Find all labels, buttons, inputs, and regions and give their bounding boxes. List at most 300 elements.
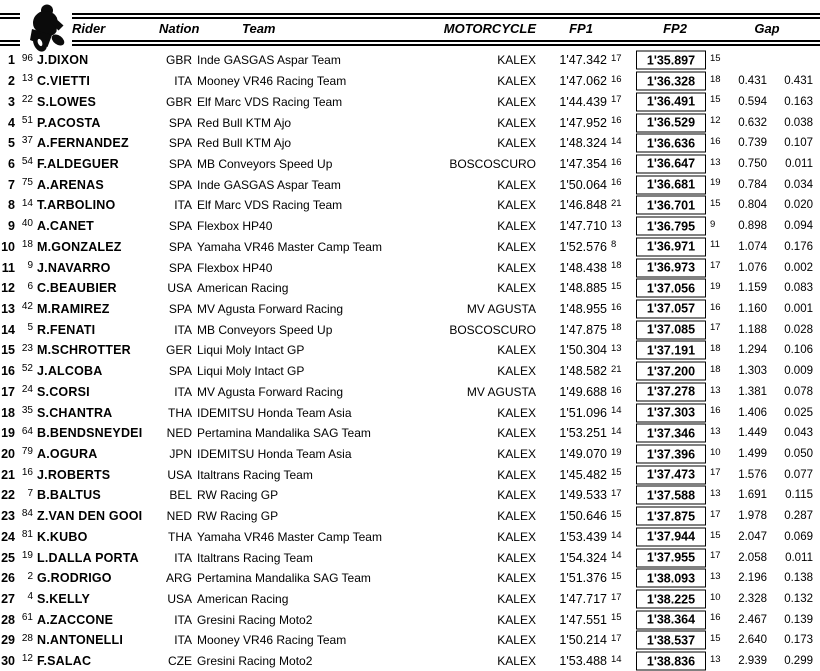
gap-to-first: 2.939 <box>738 655 767 668</box>
rider-name: Z.VAN DEN GOOI <box>37 509 143 524</box>
gap-to-first: 1.160 <box>738 302 767 315</box>
position: 1 <box>8 53 15 68</box>
rider-number: 18 <box>21 239 33 251</box>
rider-number: 54 <box>21 156 33 168</box>
table-row <box>0 319 820 340</box>
team: Yamaha VR46 Master Camp Team <box>197 529 382 544</box>
table-row <box>0 112 820 133</box>
gap-to-first: 1.576 <box>738 468 767 481</box>
rider-name: A.FERNANDEZ <box>37 136 129 151</box>
team: Italtrans Racing Team <box>197 550 313 565</box>
gap-to-previous: 0.001 <box>784 302 813 315</box>
rider-name: M.RAMIREZ <box>37 301 110 316</box>
gap-to-previous: 0.287 <box>784 510 813 523</box>
fp1-laps: 14 <box>611 425 622 437</box>
gap-to-first: 0.750 <box>738 157 767 170</box>
table-row <box>0 589 820 610</box>
gap-to-first: 0.804 <box>738 199 767 212</box>
results-rows <box>0 50 820 671</box>
gap-to-previous: 0.009 <box>784 365 813 378</box>
gap-to-previous: 0.094 <box>784 220 813 233</box>
column-header-rider: Rider <box>72 21 106 36</box>
fp1-time: 1'48.324 <box>559 136 607 151</box>
team: IDEMITSU Honda Team Asia <box>197 447 352 462</box>
nation: GER <box>165 343 192 358</box>
position: 25 <box>1 550 15 565</box>
fp1-laps: 21 <box>611 363 622 375</box>
table-row <box>0 630 820 651</box>
motorcycle: KALEX <box>497 239 536 254</box>
fp2-laps: 13 <box>710 488 721 500</box>
table-row <box>0 50 820 71</box>
gap-to-first: 1.978 <box>738 510 767 523</box>
team: Flexbox HP40 <box>197 260 273 275</box>
position: 23 <box>1 509 15 524</box>
column-header-motorcycle: MOTORCYCLE <box>443 21 536 36</box>
rider-name: B.BENDSNEYDEI <box>37 426 143 441</box>
rider-name: J.DIXON <box>37 53 89 68</box>
team: Elf Marc VDS Racing Team <box>197 94 343 109</box>
table-row <box>0 133 820 154</box>
rider-name: S.CORSI <box>37 384 90 399</box>
team: MV Agusta Forward Racing <box>197 384 344 399</box>
fp1-laps: 16 <box>611 73 622 85</box>
nation: SPA <box>168 364 192 379</box>
team: IDEMITSU Honda Team Asia <box>197 405 352 420</box>
motorcycle: KALEX <box>497 260 536 275</box>
table-row <box>0 382 820 403</box>
gap-to-first: 2.196 <box>738 572 767 585</box>
fp2-time-box: 1'38.093 <box>636 569 706 588</box>
fp1-time: 1'48.438 <box>559 260 607 275</box>
fp2-laps: 11 <box>710 239 720 251</box>
fp1-time: 1'47.551 <box>559 612 607 627</box>
fp2-time-box: 1'37.396 <box>636 445 706 464</box>
fp1-time: 1'49.688 <box>559 384 607 399</box>
gap-to-previous: 0.106 <box>784 344 813 357</box>
team: RW Racing GP <box>197 509 279 524</box>
table-row <box>0 609 820 630</box>
fp2-time-box: 1'36.647 <box>636 154 706 173</box>
position: 20 <box>1 447 15 462</box>
motorcycle: KALEX <box>497 219 536 234</box>
fp2-laps: 15 <box>710 633 721 645</box>
rider-number: 96 <box>21 52 33 64</box>
fp1-time: 1'47.710 <box>559 219 607 234</box>
team: Elf Marc VDS Racing Team <box>197 198 343 213</box>
fp2-laps: 17 <box>710 260 721 272</box>
gap-to-first: 1.406 <box>738 406 767 419</box>
column-header-team: Team <box>242 21 276 36</box>
fp1-time: 1'47.875 <box>559 322 607 337</box>
team: Mooney VR46 Racing Team <box>197 74 347 89</box>
rider-number: 6 <box>27 280 33 292</box>
rider-name: A.ARENAS <box>37 177 104 192</box>
team: Pertamina Mandalika SAG Team <box>197 571 371 586</box>
nation: SPA <box>168 260 192 275</box>
fp2-laps: 16 <box>710 612 721 624</box>
nation: GBR <box>165 94 192 109</box>
position: 12 <box>1 281 15 296</box>
fp1-laps: 17 <box>611 94 622 106</box>
column-header-fp2: FP2 <box>663 21 687 36</box>
nation: CZE <box>168 654 192 669</box>
header-rule-bottom-2 <box>0 44 820 46</box>
fp1-laps: 14 <box>611 550 622 562</box>
motorcycle: KALEX <box>497 633 536 648</box>
fp2-time-box: 1'37.303 <box>636 403 706 422</box>
position: 15 <box>1 343 15 358</box>
gap-to-first: 1.294 <box>738 344 767 357</box>
table-row <box>0 402 820 423</box>
gap-to-previous: 0.038 <box>784 116 813 129</box>
motorcycle: KALEX <box>497 509 536 524</box>
fp2-laps: 17 <box>710 508 721 520</box>
table-row <box>0 195 820 216</box>
motorcycle: KALEX <box>497 53 536 68</box>
rider-number: 37 <box>21 135 33 147</box>
position: 4 <box>8 115 15 130</box>
motorcycle: KALEX <box>497 529 536 544</box>
fp1-time: 1'50.304 <box>559 343 607 358</box>
fp1-laps: 16 <box>611 301 622 313</box>
position: 21 <box>1 467 15 482</box>
nation: ITA <box>174 612 192 627</box>
nation: NED <box>166 426 192 441</box>
team: MB Conveyors Speed Up <box>197 322 333 337</box>
table-row <box>0 651 820 671</box>
position: 26 <box>1 571 15 586</box>
fp2-laps: 16 <box>710 405 721 417</box>
team: Inde GASGAS Aspar Team <box>197 53 341 68</box>
fp1-time: 1'49.070 <box>559 447 607 462</box>
gap-to-first: 1.381 <box>738 385 767 398</box>
fp2-time-box: 1'37.875 <box>636 507 706 526</box>
fp2-time-box: 1'36.529 <box>636 113 706 132</box>
position: 27 <box>1 592 15 607</box>
fp1-laps: 16 <box>611 384 622 396</box>
gap-to-first: 1.691 <box>738 489 767 502</box>
fp2-time-box: 1'38.537 <box>636 631 706 650</box>
rider-name: F.ALDEGUER <box>37 156 119 171</box>
fp1-laps: 14 <box>611 529 622 541</box>
team: Mooney VR46 Racing Team <box>197 633 347 648</box>
nation: ITA <box>174 550 192 565</box>
fp1-laps: 21 <box>611 198 622 210</box>
motorcycle: KALEX <box>497 467 536 482</box>
position: 7 <box>8 177 15 192</box>
nation: USA <box>167 281 192 296</box>
position: 30 <box>1 654 15 669</box>
fp2-laps: 10 <box>710 591 721 603</box>
rider-name: M.GONZALEZ <box>37 239 122 254</box>
gap-to-previous <box>766 50 813 71</box>
position: 13 <box>1 301 15 316</box>
header-rule-top-1 <box>0 13 820 15</box>
table-row <box>0 278 820 299</box>
table-row <box>0 444 820 465</box>
rider-number: 4 <box>27 591 33 603</box>
rider-number: 28 <box>21 632 33 644</box>
gap-to-previous: 0.011 <box>785 157 813 170</box>
fp2-laps: 16 <box>710 135 721 147</box>
rider-number: 7 <box>27 487 33 499</box>
position: 8 <box>8 198 15 213</box>
fp2-laps: 19 <box>710 177 721 189</box>
fp2-time-box: 1'36.636 <box>636 134 706 153</box>
gap-to-first: 0.632 <box>738 116 767 129</box>
rider-name: F.SALAC <box>37 654 92 669</box>
fp2-time-box: 1'36.973 <box>636 258 706 277</box>
fp1-laps: 16 <box>611 177 622 189</box>
fp1-laps: 15 <box>611 612 622 624</box>
gap-to-previous: 0.020 <box>784 199 813 212</box>
fp1-time: 1'48.955 <box>559 301 607 316</box>
rider-number: 2 <box>27 570 33 582</box>
fp2-time-box: 1'37.191 <box>636 341 706 360</box>
rider-number: 81 <box>21 529 33 541</box>
gap-to-first: 2.640 <box>738 634 767 647</box>
fp1-time: 1'53.488 <box>559 654 607 669</box>
motorcycle: KALEX <box>497 343 536 358</box>
team: Liqui Moly Intact GP <box>197 343 305 358</box>
column-header-nation: Nation <box>159 21 200 36</box>
fp1-laps: 15 <box>611 508 622 520</box>
fp1-time: 1'48.885 <box>559 281 607 296</box>
fp2-time-box: 1'38.364 <box>636 610 706 629</box>
fp1-laps: 16 <box>611 156 622 168</box>
team: Pertamina Mandalika SAG Team <box>197 426 371 441</box>
motorcycle: KALEX <box>497 198 536 213</box>
fp1-time: 1'45.482 <box>559 467 607 482</box>
gap-to-first: 2.047 <box>738 530 767 543</box>
team: RW Racing GP <box>197 488 279 503</box>
gap-to-previous: 0.077 <box>784 468 813 481</box>
nation: BEL <box>169 488 192 503</box>
rider-name: A.CANET <box>37 219 94 234</box>
gap-to-previous: 0.431 <box>784 75 813 88</box>
gap-to-first: 1.188 <box>738 323 767 336</box>
fp2-laps: 13 <box>710 653 721 665</box>
fp1-time: 1'50.064 <box>559 177 607 192</box>
fp1-laps: 19 <box>611 446 622 458</box>
position: 24 <box>1 529 15 544</box>
fp2-time-box: 1'36.795 <box>636 217 706 236</box>
fp2-laps: 17 <box>710 322 721 334</box>
rider-name: S.KELLY <box>37 592 91 607</box>
position: 11 <box>1 260 15 275</box>
fp2-laps: 16 <box>710 301 721 313</box>
gap-to-first <box>720 50 767 71</box>
fp2-laps: 9 <box>710 218 716 230</box>
gap-to-previous: 0.107 <box>784 137 813 150</box>
fp1-time: 1'47.354 <box>559 156 607 171</box>
table-row <box>0 154 820 175</box>
fp2-laps: 13 <box>710 425 721 437</box>
position: 10 <box>1 239 15 254</box>
motorcycle: KALEX <box>497 74 536 89</box>
position: 18 <box>1 405 15 420</box>
gap-to-first: 2.058 <box>738 551 767 564</box>
nation: ITA <box>174 322 192 337</box>
gap-to-first: 1.159 <box>738 282 767 295</box>
rider-number: 79 <box>21 446 33 458</box>
fp2-time-box: 1'36.701 <box>636 196 706 215</box>
table-row <box>0 506 820 527</box>
column-header-gap: Gap <box>754 21 780 36</box>
motorcycle: KALEX <box>497 405 536 420</box>
team: Italtrans Racing Team <box>197 467 313 482</box>
fp1-laps: 16 <box>611 115 622 127</box>
rider-name: S.LOWES <box>37 94 97 109</box>
nation: SPA <box>168 156 192 171</box>
rider-number: 12 <box>21 653 33 665</box>
nation: THA <box>168 405 192 420</box>
fp1-laps: 15 <box>611 467 622 479</box>
position: 2 <box>8 74 15 89</box>
fp1-laps: 14 <box>611 135 622 147</box>
motorcycle: KALEX <box>497 426 536 441</box>
table-row <box>0 91 820 112</box>
nation: SPA <box>168 136 192 151</box>
rider-name: G.RODRIGO <box>37 571 112 586</box>
fp1-laps: 14 <box>611 405 622 417</box>
gap-to-first: 0.784 <box>738 178 767 191</box>
gap-to-previous: 0.043 <box>784 427 813 440</box>
gap-to-first: 0.594 <box>738 95 767 108</box>
fp2-time-box: 1'36.491 <box>636 92 706 111</box>
rider-number: 16 <box>21 466 33 478</box>
position: 9 <box>8 219 15 234</box>
rider-name: K.KUBO <box>37 529 88 544</box>
rider-number: 14 <box>21 197 33 209</box>
gap-to-previous: 0.163 <box>784 95 813 108</box>
fp2-time-box: 1'37.473 <box>636 465 706 484</box>
fp1-time: 1'50.646 <box>559 509 607 524</box>
table-row <box>0 71 820 92</box>
rider-number: 13 <box>21 73 33 85</box>
table-row <box>0 299 820 320</box>
position: 17 <box>1 384 15 399</box>
fp2-time-box: 1'37.085 <box>636 320 706 339</box>
gap-to-previous: 0.083 <box>784 282 813 295</box>
header-rule-top-2 <box>0 17 820 19</box>
fp2-laps: 15 <box>710 529 721 541</box>
fp2-time-box: 1'36.681 <box>636 175 706 194</box>
rider-number: 52 <box>21 363 33 375</box>
fp1-time: 1'52.576 <box>559 239 607 254</box>
fp1-time: 1'46.848 <box>559 198 607 213</box>
rider-number: 9 <box>27 259 33 271</box>
gap-to-previous: 0.115 <box>785 489 813 502</box>
team: American Racing <box>197 281 289 296</box>
fp2-time-box: 1'38.836 <box>636 652 706 671</box>
motorcycle: KALEX <box>497 281 536 296</box>
motorcycle: KALEX <box>497 550 536 565</box>
team: American Racing <box>197 592 289 607</box>
rider-name: M.SCHROTTER <box>37 343 131 358</box>
fp1-time: 1'44.439 <box>559 94 607 109</box>
team: Yamaha VR46 Master Camp Team <box>197 239 382 254</box>
table-row <box>0 568 820 589</box>
fp1-laps: 17 <box>611 591 622 603</box>
motorcycle: MV AGUSTA <box>466 301 536 316</box>
team: MV Agusta Forward Racing <box>197 301 344 316</box>
table-row <box>0 547 820 568</box>
fp2-time-box: 1'36.971 <box>636 237 706 256</box>
position: 22 <box>1 488 15 503</box>
nation: USA <box>167 592 192 607</box>
fp2-laps: 18 <box>710 363 721 375</box>
nation: SPA <box>168 301 192 316</box>
motorcycle: KALEX <box>497 654 536 669</box>
fp1-time: 1'47.717 <box>559 592 607 607</box>
rider-name: C.VIETTI <box>37 74 90 89</box>
gap-to-previous: 0.176 <box>784 240 813 253</box>
fp1-time: 1'47.062 <box>559 74 607 89</box>
team: Red Bull KTM Ajo <box>197 136 292 151</box>
motorcycle: KALEX <box>497 571 536 586</box>
fp1-time: 1'48.582 <box>559 364 607 379</box>
rider-number: 51 <box>21 114 33 126</box>
position: 5 <box>8 136 15 151</box>
fp1-time: 1'47.342 <box>559 53 607 68</box>
rider-name: R.FENATI <box>37 322 96 337</box>
fp2-laps: 13 <box>710 156 721 168</box>
fp1-laps: 8 <box>611 239 617 251</box>
nation: SPA <box>168 177 192 192</box>
fp1-laps: 14 <box>611 653 622 665</box>
gap-to-previous: 0.034 <box>784 178 813 191</box>
fp1-laps: 17 <box>611 488 622 500</box>
table-row <box>0 340 820 361</box>
motorcycle: KALEX <box>497 612 536 627</box>
fp2-laps: 15 <box>710 198 721 210</box>
rider-name: L.DALLA PORTA <box>37 550 139 565</box>
rider-number: 35 <box>21 404 33 416</box>
fp2-laps: 12 <box>710 115 721 127</box>
fp2-time-box: 1'37.200 <box>636 362 706 381</box>
fp1-laps: 13 <box>611 343 622 355</box>
fp2-time-box: 1'37.944 <box>636 527 706 546</box>
table-row <box>0 485 820 506</box>
gap-to-first: 1.074 <box>738 240 767 253</box>
gap-to-first: 1.303 <box>738 365 767 378</box>
team: Flexbox HP40 <box>197 219 273 234</box>
fp1-laps: 17 <box>611 53 622 64</box>
gap-to-first: 0.898 <box>738 220 767 233</box>
position: 14 <box>1 322 15 337</box>
rider-number: 23 <box>21 342 33 354</box>
position: 29 <box>1 633 15 648</box>
position: 28 <box>1 612 15 627</box>
fp1-laps: 15 <box>611 280 622 292</box>
fp2-time-box: 1'37.346 <box>636 424 706 443</box>
fp2-laps: 15 <box>710 53 721 64</box>
fp1-time: 1'51.376 <box>559 571 607 586</box>
table-row <box>0 236 820 257</box>
gap-to-first: 0.739 <box>738 137 767 150</box>
rider-number: 61 <box>21 612 33 623</box>
motorcycle: BOSCOSCURO <box>449 156 536 171</box>
fp1-time: 1'54.324 <box>559 550 607 565</box>
fp2-time-box: 1'37.056 <box>636 279 706 298</box>
rider-number: 24 <box>21 384 33 396</box>
fp2-laps: 18 <box>710 343 721 355</box>
gap-to-previous: 0.025 <box>784 406 813 419</box>
team: MB Conveyors Speed Up <box>197 156 333 171</box>
fp2-time-box: 1'37.278 <box>636 382 706 401</box>
